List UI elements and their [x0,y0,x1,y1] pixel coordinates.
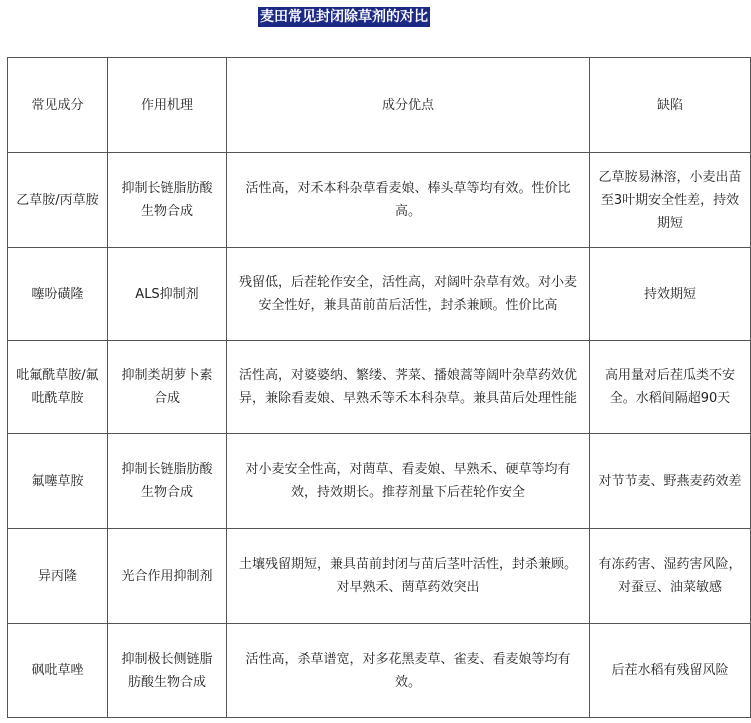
page-title: 麦田常见封闭除草剂的对比 [260,9,428,25]
cell-defect: 对节节麦、野燕麦药效差 [590,434,751,529]
table-row [8,248,751,341]
cell-defect: 乙草胺易淋溶，小麦出苗至3叶期安全性差，持效期短 [590,153,751,248]
cell-advantage: 残留低，后茬轮作安全，活性高，对阔叶杂草有效。对小麦安全性好，兼具苗前苗后活性，封杀兼顾。性价比高 [227,248,590,341]
cell-advantage: 对小麦安全性高，对菵草、看麦娘、早熟禾、硬草等均有效，持效期长。推荐剂量下后茬轮作安全 [227,434,590,529]
header-ingredient: 常见成分 [8,58,108,153]
cell-ingredient: 乙草胺/丙草胺 [8,153,108,248]
cell-advantage: 活性高，对婆婆纳、繁缕、荠菜、播娘蒿等阔叶杂草药效优异，兼除看麦娘、早熟禾等禾本科杂草。兼具苗后处理性能 [227,341,590,434]
cell-ingredient: 噻吩磺隆 [8,248,108,341]
cell-mechanism: 抑制长链脂肪酸生物合成 [108,153,227,248]
cell-mechanism: 抑制长链脂肪酸生物合成 [108,434,227,529]
cell-mechanism: 光合作用抑制剂 [108,529,227,624]
cell-advantage: 活性高，对禾本科杂草看麦娘、棒头草等均有效。性价比高。 [227,153,590,248]
cell-ingredient: 砜吡草唑 [8,624,108,718]
cell-advantage: 土壤残留期短，兼具苗前封闭与苗后茎叶活性，封杀兼顾。对早熟禾、菵草药效突出 [227,529,590,624]
cell-defect: 有冻药害、湿药害风险，对蚕豆、油菜敏感 [590,529,751,624]
header-advantage: 成分优点 [227,58,590,153]
cell-ingredient: 吡氟酰草胺/氟吡酰草胺 [8,341,108,434]
cell-advantage: 活性高，杀草谱宽，对多花黑麦草、雀麦、看麦娘等均有效。 [227,624,590,718]
table-row [8,624,751,718]
table-row [8,434,751,529]
table-row [8,153,751,248]
cell-ingredient: 氟噻草胺 [8,434,108,529]
cell-ingredient: 异丙隆 [8,529,108,624]
header-mechanism: 作用机理 [108,58,227,153]
title-container [0,6,688,27]
cell-mechanism: 抑制类胡萝卜素合成 [108,341,227,434]
table-row [8,529,751,624]
header-defect: 缺陷 [590,58,751,153]
cell-mechanism: 抑制极长侧链脂肪酸生物合成 [108,624,227,718]
cell-defect: 高用量对后茬瓜类不安全。水稻间隔超90天 [590,341,751,434]
cell-defect: 持效期短 [590,248,751,341]
table-header-row [8,58,751,153]
cell-defect: 后茬水稻有残留风险 [590,624,751,718]
herbicide-comparison-table [7,57,751,718]
table-row [8,341,751,434]
cell-mechanism: ALS抑制剂 [108,248,227,341]
